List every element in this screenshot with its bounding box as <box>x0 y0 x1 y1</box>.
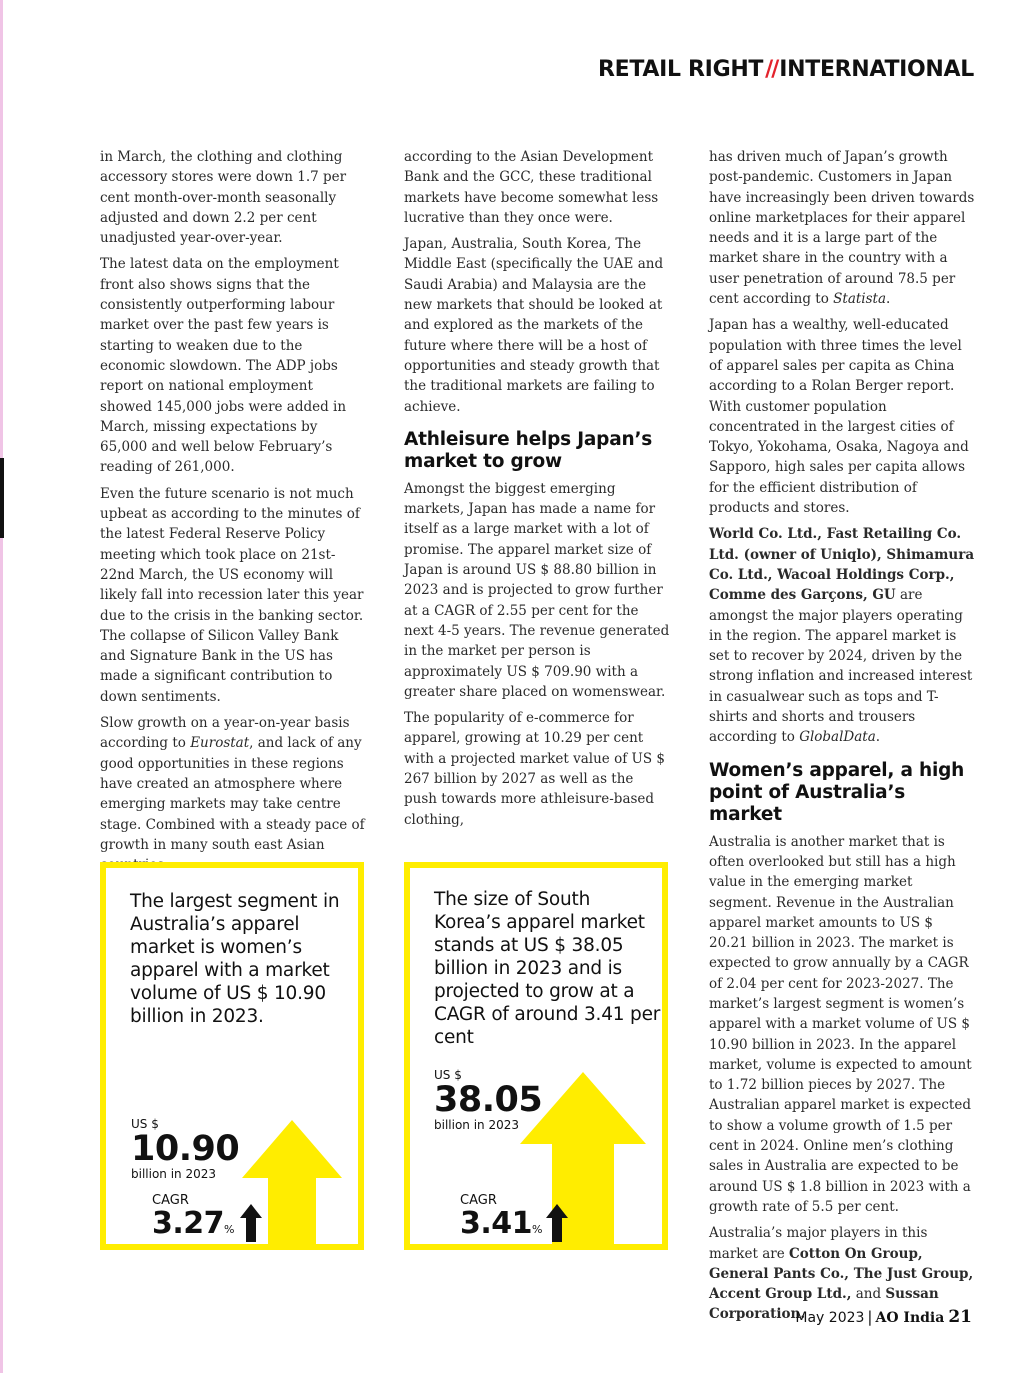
stat-currency: US $ <box>131 1117 159 1131</box>
cagr-value: 3.41 <box>460 1206 533 1241</box>
callout-text: The size of South Korea’s apparel market stands at US $ 38.05 billion in 2023 and is projected to grow at a CAGR of around 3.41 per cent <box>434 889 661 1048</box>
cagr-label: CAGR <box>152 1193 189 1208</box>
paragraph-text: has driven much of Japan’s growth post-pandemic. Customers in Japan have increasingly been driven towards online marketplaces for their apparel needs and it is a large part of the market share in the country with a user penetration of around 78.5 per cent according to <box>709 149 975 308</box>
paragraph-text: are amongst the major players operating in the region. The apparel market is set to recover by 2024, driven by the strong inflation and increased interest in casualwear such as tops and T-shirts and shorts and trousers according to <box>709 587 973 746</box>
paragraph <box>709 524 975 747</box>
paragraph-text: and <box>851 1286 886 1303</box>
stat-currency: US $ <box>434 1068 462 1082</box>
stat-value: 10.90 <box>131 1129 240 1169</box>
cagr-percent: % <box>224 1223 234 1236</box>
cagr-block <box>152 1193 234 1246</box>
japan-players-list: World Co. Ltd., Fast Retailing Co. Ltd. (owner of Uniqlo), Shimamura Co. Ltd., Wacoal Holdings Corp., Comme des Garçons, GU <box>709 526 975 604</box>
page-edge-mark <box>0 458 4 538</box>
stat-unit: billion in 2023 <box>131 1167 217 1181</box>
paragraph <box>100 713 366 875</box>
paragraph: The popularity of e-commerce for apparel, growing at 10.29 per cent with a projected market value of US $ 267 billion by 2027 as well as the push towards more athleisure-based clothing, <box>404 710 666 828</box>
cagr-value-row <box>460 1208 542 1246</box>
header-international: INTERNATIONAL <box>779 57 974 82</box>
paragraph: according to the Asian Development Bank and the GCC, these traditional markets have become somewhat less lucrative than they once were. <box>404 149 659 226</box>
cagr-block <box>460 1193 542 1246</box>
stat-block <box>131 1117 239 1181</box>
article-column-3 <box>709 147 975 1331</box>
paragraph-text: , and lack of any good opportunities in these regions have created an atmosphere where emerging markets may take centre stage. Combined with a steady pace of growth in many south east Asian <box>100 735 365 853</box>
paragraph-text: . <box>875 729 881 746</box>
section-header <box>598 57 974 82</box>
callout-australia <box>100 862 364 1250</box>
stat-block <box>434 1068 542 1132</box>
footer-separator: | <box>867 1308 873 1326</box>
paragraph: in March, the clothing and clothing accessory stores were down 1.7 per cent month-over-month seasonally adjusted and down 2.2 per cent unadjusted year-over-year. <box>100 149 347 247</box>
footer-magazine-name: AO India <box>875 1310 945 1326</box>
callout-text: The largest segment in Australia’s apparel market is women’s apparel with a market volume of US $ 10.90 billion in 2023. <box>130 891 340 1027</box>
cagr-label: CAGR <box>460 1193 497 1208</box>
cagr-up-arrow-icon <box>546 1204 568 1246</box>
cagr-up-arrow-icon <box>240 1204 262 1246</box>
stat-unit: billion in 2023 <box>434 1118 520 1132</box>
article-column-2 <box>404 147 670 836</box>
source-statista: Statista <box>833 291 887 308</box>
page-number: 21 <box>948 1307 972 1327</box>
cagr-value-row <box>152 1208 234 1246</box>
header-separator: // <box>765 57 778 82</box>
subheading-japan: Athleisure helps Japan’s market to grow <box>404 428 653 472</box>
page-edge-strip <box>0 0 3 1373</box>
australia-players-last: Sussan Corporation. <box>709 1286 939 1323</box>
paragraph: Australia is another market that is often overlooked but still has a high value in the emerging market segment. Revenue in the Australian apparel market amounts to US $ 20.21 billion in 2023. The market is expected to grow annually by a CAGR of 2.04 per cent for 2023-2027. The market’s largest segment is women’s apparel with a market volume of US $ 10.90 billion in 2023. In the apparel market, volume is expected to amount to 1.72 billion pieces by 2027. The Australian apparel market is expected to show a volume growth of 1.5 per cent in 2024. Online men’s clothing sales in Australia are expected to be around US $ 1.8 billion in 2023 with a growth rate of 5.5 per cent. <box>709 833 972 1215</box>
source-globaldata: GlobalData <box>799 729 876 746</box>
footer-issue-date: May 2023 <box>795 1310 865 1326</box>
australia-players-list: Cotton On Group, General Pants Co., The Just Group, Accent Group Ltd., <box>709 1245 974 1303</box>
paragraph-text: Slow growth on a year-on-year basis according to <box>100 715 350 752</box>
page-footer <box>795 1307 972 1327</box>
source-eurostat: Eurostat <box>190 735 250 752</box>
paragraph: Even the future scenario is not much upbeat as according to the minutes of the latest Federal Reserve Policy meeting which took place on 21st-22nd March, the US economy will likely fall into recession later this year due to the crisis in the banking sector. The collapse of Silicon Valley Bank and Signature Bank in the US has made a significant contribution to down sentiments. <box>100 485 364 705</box>
stat-value: 38.05 <box>434 1080 543 1120</box>
callout-south-korea <box>404 862 668 1250</box>
cagr-value: 3.27 <box>152 1206 225 1241</box>
subheading-australia: Women’s apparel, a high point of Australia’s market <box>709 759 965 825</box>
paragraph-text: . <box>886 291 891 308</box>
paragraph: Japan, Australia, South Korea, The Middle East (specifically the UAE and Saudi Arabia) and Malaysia are the new markets that should be looked at and explored as the markets of the future where there will be a host of opportunities and steady growth that the traditional markets are failing to achieve. <box>404 236 664 415</box>
paragraph: The latest data on the employment front also shows signs that the consistently outperforming labour market over the past few years is starting to weaken due to the economic slowdown. The ADP jobs report on national employment showed 145,000 jobs were added in March, missing expectations by 65,000 and well below February’s reading of 261,000. <box>100 256 347 476</box>
paragraph <box>709 147 975 309</box>
header-retail-right: RETAIL RIGHT <box>597 57 764 82</box>
paragraph: Amongst the biggest emerging markets, Japan has made a name for itself as a large market with a lot of promise. The apparel market size of Japan is around US $ 88.80 billion in 2023 and is projected to grow further at a CAGR of 2.55 per cent for the next 4-5 years. The revenue generated in the market per person is approximately US $ 709.90 with a greater share placed on womenswear. <box>404 480 670 700</box>
paragraph-text: Australia’s major players in this market are <box>709 1225 928 1262</box>
article-column-1 <box>100 147 366 881</box>
cagr-percent: % <box>532 1223 542 1236</box>
paragraph: Japan has a wealthy, well-educated population with three times the level of apparel sales per capita as China according to a Rolan Berger report. With customer population concentrated in the largest cities of Tokyo, Yokohama, Osaka, Nagoya and Sapporo, high sales per capita allows for the efficient distribution of products and stores. <box>709 317 969 517</box>
